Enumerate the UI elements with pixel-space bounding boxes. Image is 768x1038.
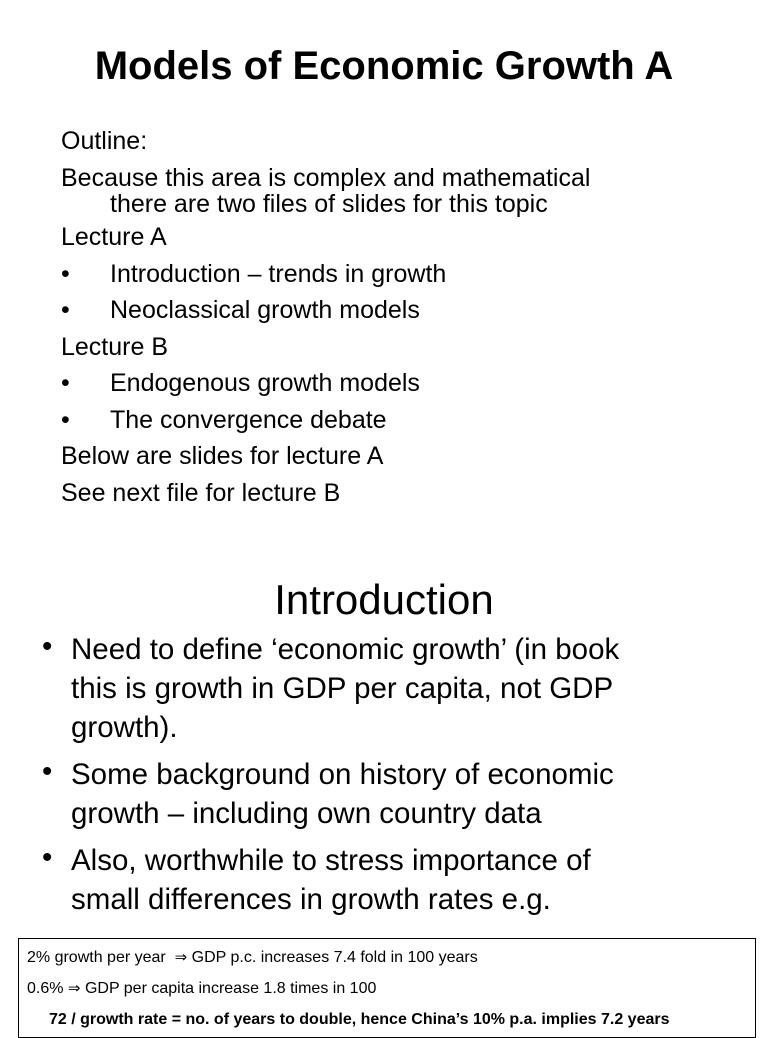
lecture-a-item (61, 295, 741, 325)
lecture-a-item-text: Neoclassical growth models (110, 296, 420, 324)
outline-heading: Outline: (61, 127, 148, 155)
slide-title: Models of Economic Growth A (94, 44, 674, 88)
intro-bullet-line: Also, worthwhile to stress importance of (71, 844, 591, 877)
lecture-b-heading: Lecture B (61, 332, 169, 361)
lecture-b-item (61, 368, 741, 398)
bullet-icon: • (61, 259, 70, 288)
intro-bullet-line: Some background on history of economic (71, 758, 614, 791)
intro-bullet-line: growth). (71, 711, 178, 744)
lecture-a-item-text: Introduction – trends in growth (110, 259, 447, 288)
bullet-icon: • (42, 841, 53, 874)
below-note: Below are slides for lecture A (61, 442, 384, 470)
bullet-icon: • (42, 630, 53, 663)
intro-bullet-line: Need to define ‘economic growth’ (in book (71, 633, 620, 666)
bullet-icon: • (61, 369, 70, 397)
see-next-note: See next file for lecture B (61, 478, 341, 507)
growth-example-line (27, 973, 755, 1004)
intro-bullet-line: small differences in growth rates e.g. (71, 883, 551, 916)
growth-result-text: GDP per capita increase 1.8 times in 100 (84, 980, 377, 997)
intro-bullet (40, 630, 740, 747)
growth-result-text: GDP p.c. increases 7.4 fold in 100 years (191, 949, 478, 966)
growth-rate-text: 2% growth per year (27, 949, 166, 966)
outline-intro-line-1: Because this area is complex and mathematical (61, 163, 591, 192)
lecture-b-item (61, 405, 741, 435)
implies-arrow-icon: ⇒ (67, 979, 81, 997)
outline-intro-line-2: there are two files of slides for this topic (110, 189, 548, 218)
introduction-heading: Introduction (274, 576, 494, 623)
growth-rate-text: 0.6% (27, 980, 64, 997)
lecture-b-item-text: The convergence debate (110, 405, 387, 434)
growth-example-line (27, 942, 755, 973)
outline-section (61, 126, 741, 514)
intro-bullet (40, 755, 740, 833)
bullet-icon: • (61, 405, 70, 434)
intro-bullet-line: growth – including own country data (71, 797, 542, 830)
bullet-icon: • (61, 296, 70, 324)
growth-example-box (18, 938, 756, 1038)
introduction-bullets (40, 630, 740, 927)
lecture-a-item (61, 259, 741, 289)
outline-intro (61, 163, 741, 216)
bullet-icon: • (42, 755, 53, 788)
implies-arrow-icon: ⇒ (174, 948, 188, 966)
intro-bullet (40, 841, 740, 919)
rule-of-72-line: 72 / growth rate = no. of years to double, hence China’s 10% p.a. implies 7.2 years (49, 1011, 670, 1028)
lecture-a-heading: Lecture A (61, 223, 167, 251)
lecture-b-item-text: Endogenous growth models (110, 369, 420, 397)
intro-bullet-line: this is growth in GDP per capita, not GDP (71, 672, 614, 705)
